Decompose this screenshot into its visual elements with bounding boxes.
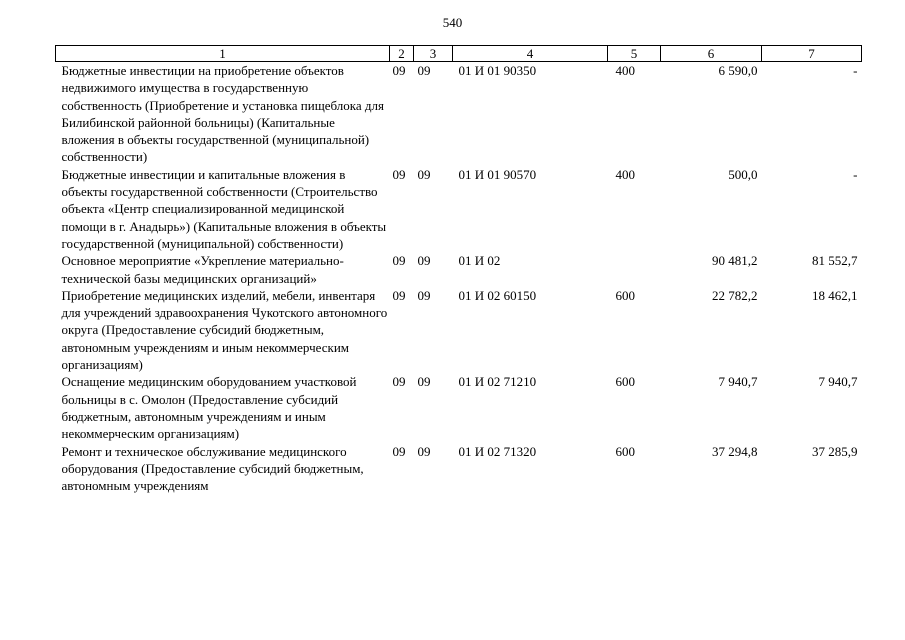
row-subsection: 09 bbox=[417, 166, 431, 182]
table-row bbox=[56, 252, 862, 287]
row-subsection: 09 bbox=[417, 443, 431, 459]
row-amount-2: - bbox=[853, 166, 858, 182]
header-col-7: 7 bbox=[762, 46, 862, 62]
row-amount-1: 7 940,7 bbox=[718, 374, 758, 390]
row-expense-type: 600 bbox=[615, 443, 635, 459]
row-amount-2: 7 940,7 bbox=[818, 374, 858, 390]
row-subsection: 09 bbox=[417, 287, 431, 303]
header-col-6: 6 bbox=[661, 46, 762, 62]
row-amount-2: 37 285,9 bbox=[812, 443, 858, 459]
row-amount-1: 37 294,8 bbox=[712, 443, 758, 459]
row-expense-type bbox=[608, 252, 661, 287]
row-name: Приобретение медицинских изделий, мебели, инвентаря для учреждений здравоохранения Чукотского автономного округа (Предоставление субсидий бюджетным, автономным учреждениям и иным некоммерческим организациям) bbox=[61, 287, 388, 373]
table-header bbox=[56, 46, 862, 62]
row-target-code: 01 И 02 bbox=[458, 253, 501, 269]
header-col-5: 5 bbox=[608, 46, 661, 62]
row-section: 09 bbox=[392, 253, 406, 269]
row-section: 09 bbox=[392, 63, 406, 78]
table-row bbox=[56, 166, 862, 252]
row-target-code: 01 И 01 90570 bbox=[458, 166, 537, 182]
table-row bbox=[56, 287, 862, 373]
row-target-code: 01 И 01 90350 bbox=[458, 63, 537, 78]
header-col-3: 3 bbox=[414, 46, 453, 62]
row-section: 09 bbox=[392, 374, 406, 390]
row-name: Оснащение медицинским оборудованием участковой больницы в с. Омолон (Предоставление субсидий бюджетным, автономным учреждениям и иным некоммерческим организациям) bbox=[61, 374, 357, 442]
row-expense-type: 600 bbox=[615, 374, 635, 390]
table-row bbox=[56, 443, 862, 495]
header-row bbox=[56, 46, 862, 62]
row-subsection: 09 bbox=[417, 63, 431, 78]
row-amount-2: - bbox=[853, 63, 858, 78]
row-section: 09 bbox=[392, 443, 406, 459]
row-section: 09 bbox=[392, 287, 406, 303]
row-expense-type: 400 bbox=[615, 166, 635, 182]
row-amount-1: 6 590,0 bbox=[718, 63, 758, 78]
row-amount-1: 500,0 bbox=[728, 166, 758, 182]
header-col-2: 2 bbox=[390, 46, 414, 62]
budget-table bbox=[55, 45, 862, 494]
row-name: Основное мероприятие «Укрепление материально-технической базы медицинских организаций» bbox=[61, 253, 344, 286]
row-amount-2: 18 462,1 bbox=[812, 287, 858, 303]
row-amount-1: 90 481,2 bbox=[712, 253, 758, 269]
header-col-1: 1 bbox=[56, 46, 390, 62]
header-col-4: 4 bbox=[453, 46, 608, 62]
table-row bbox=[56, 373, 862, 442]
row-section: 09 bbox=[392, 166, 406, 182]
row-name: Бюджетные инвестиции на приобретение объектов недвижимого имущества в государственную собственность (Приобретение и установка пищеблока для Билибинской районной больницы) (Капитальные вложения в объекты государственной (муниципальной) собственности) bbox=[61, 63, 384, 165]
row-subsection: 09 bbox=[417, 374, 431, 390]
row-subsection: 09 bbox=[417, 253, 431, 269]
row-target-code: 01 И 02 60150 bbox=[458, 287, 537, 303]
row-expense-type: 600 bbox=[615, 287, 635, 303]
row-target-code: 01 И 02 71320 bbox=[458, 443, 537, 459]
table-body bbox=[56, 62, 862, 495]
row-amount-2: 81 552,7 bbox=[812, 253, 858, 269]
row-target-code: 01 И 02 71210 bbox=[458, 374, 537, 390]
row-name: Ремонт и техническое обслуживание медицинского оборудования (Предоставление субсидий бюджетным, автономным учреждениям bbox=[61, 443, 364, 494]
row-amount-1: 22 782,2 bbox=[712, 287, 758, 303]
row-name: Бюджетные инвестиции и капитальные вложения в объекты государственной собственности (Строительство объекта «Центр специализированной медицинской помощи в г. Анадырь») (Капитальные вложения в объекты государственной (муниципальной) собственности) bbox=[61, 166, 387, 251]
row-expense-type: 400 bbox=[615, 63, 635, 78]
table-row bbox=[56, 62, 862, 166]
page-number: 540 bbox=[442, 15, 463, 30]
